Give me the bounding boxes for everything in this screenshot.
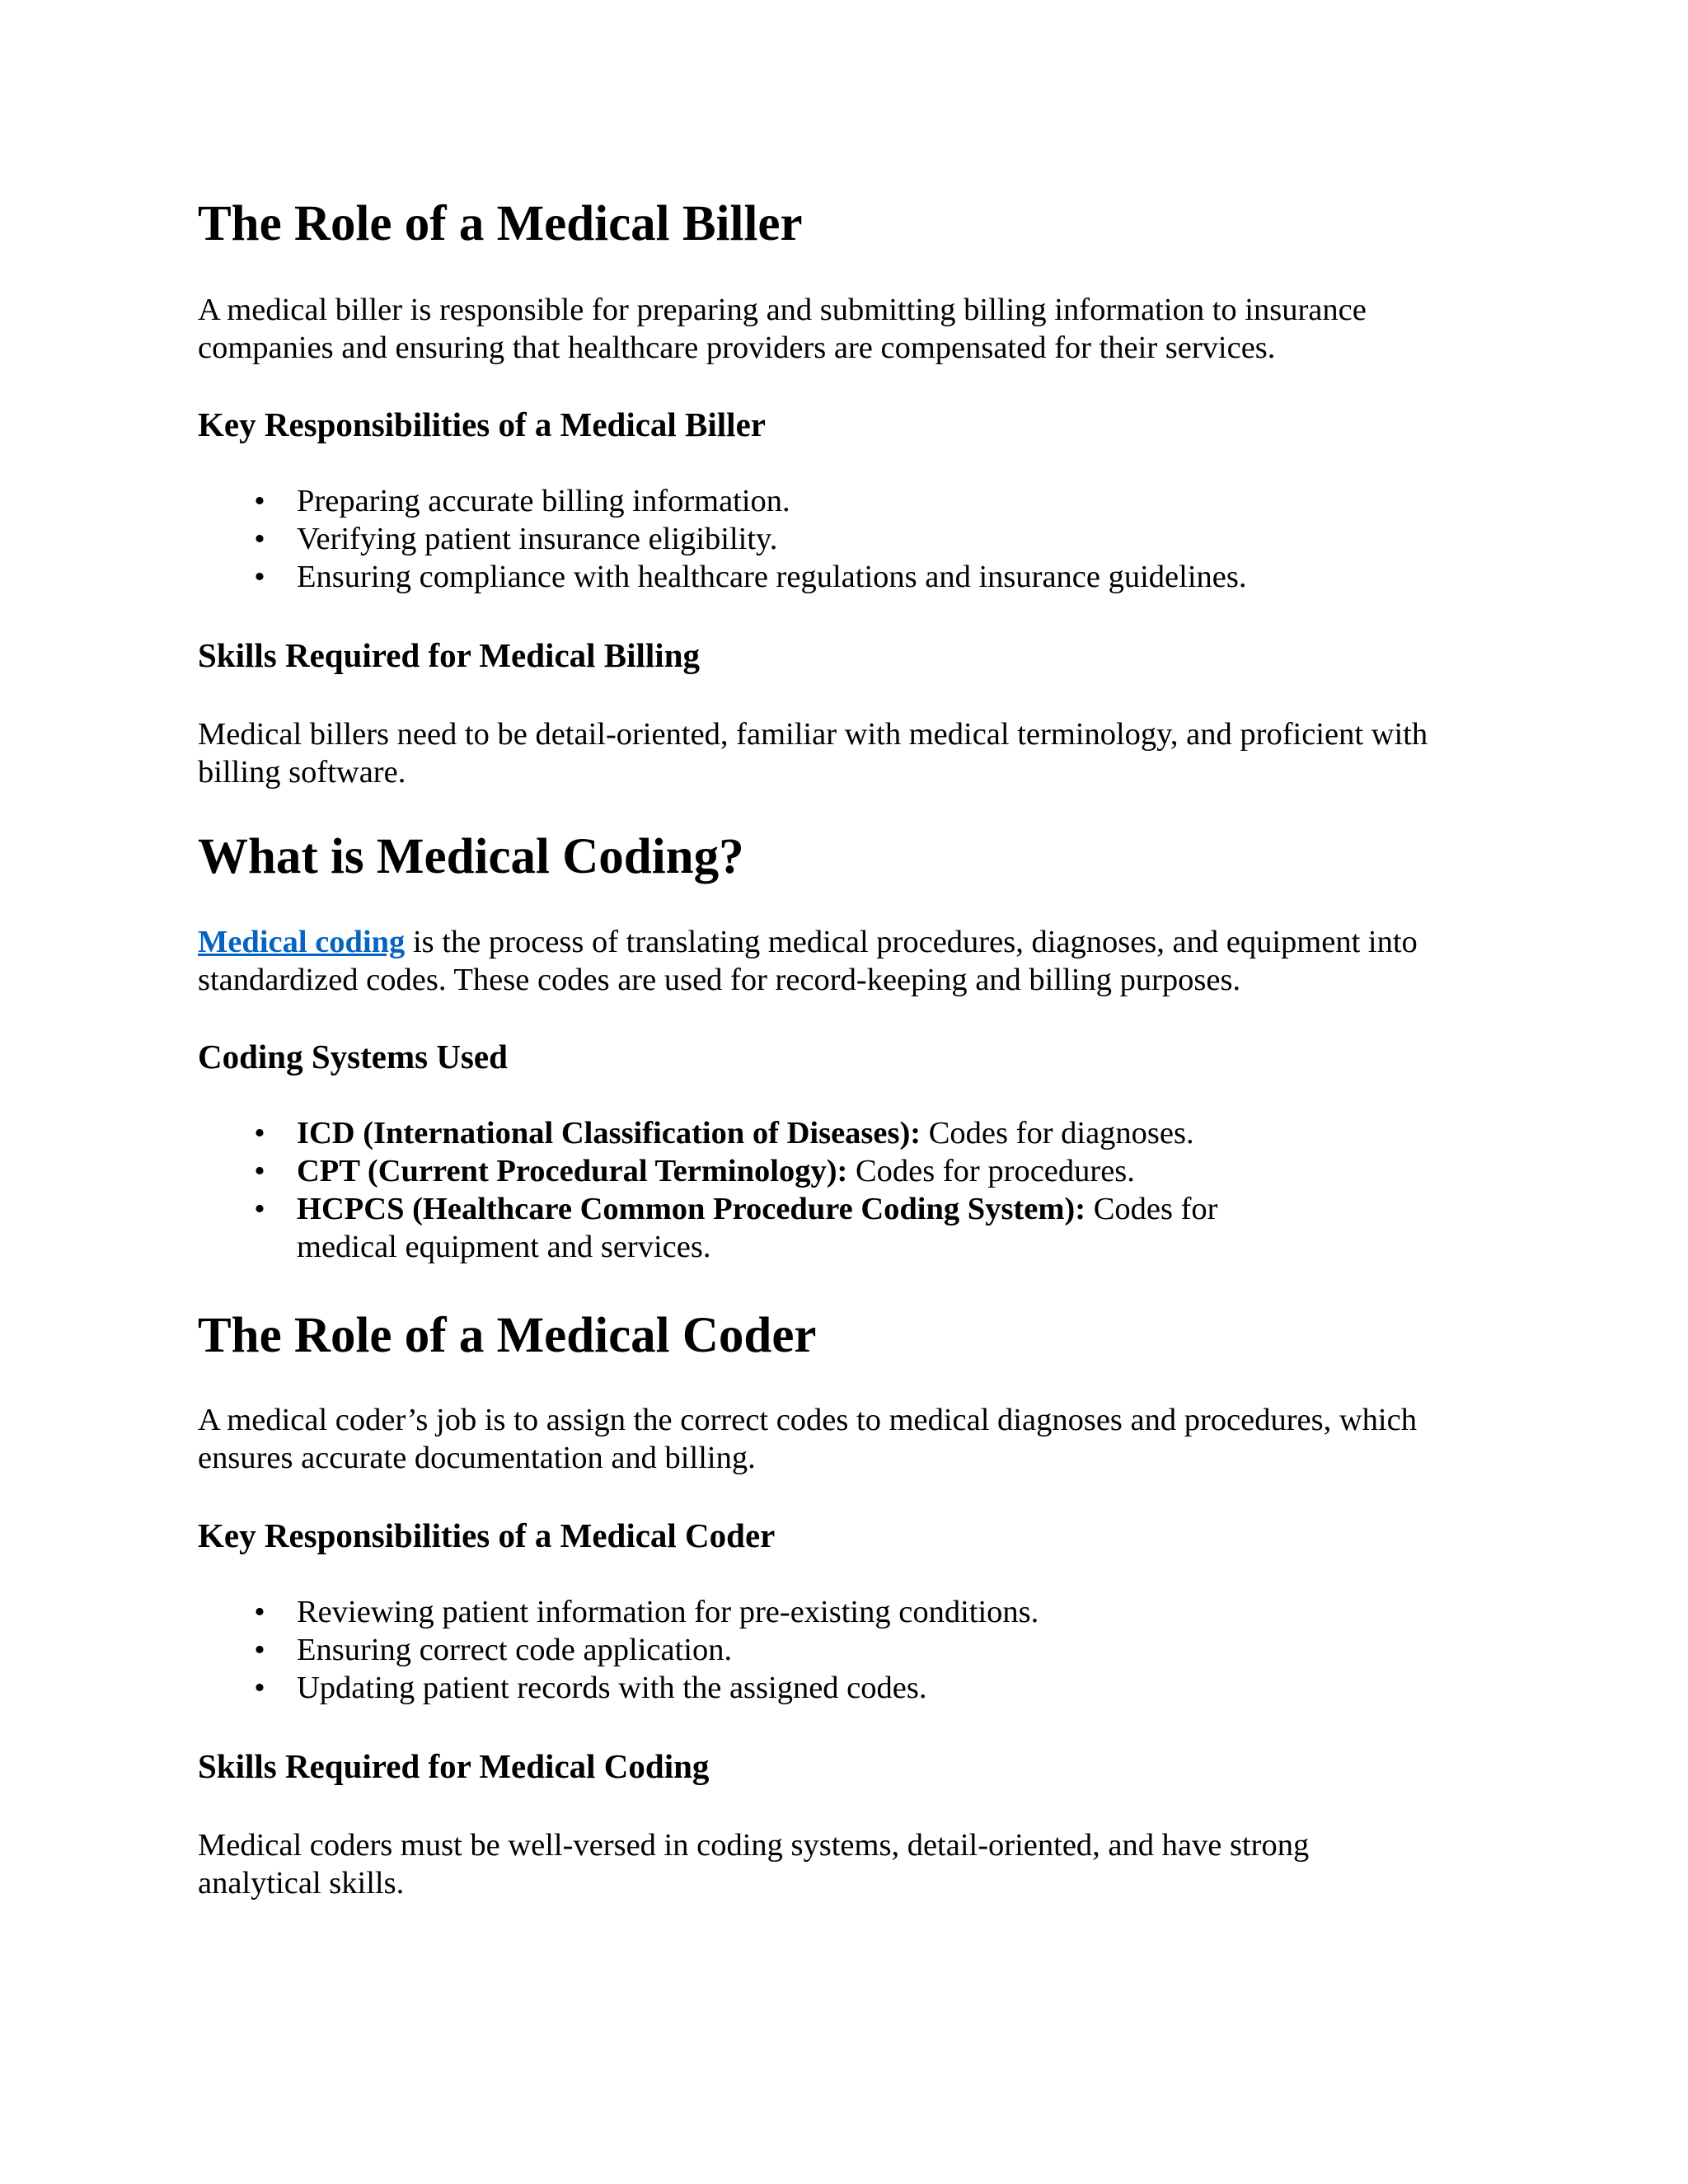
bullet-icon: • — [254, 1116, 265, 1151]
list-item: • Verifying patient insurance eligibility. — [198, 520, 1500, 558]
term-cpt: CPT (Current Procedural Terminology): — [297, 1154, 848, 1188]
heading-biller-skills: Skills Required for Medical Billing — [198, 636, 700, 674]
list-item: • Reviewing patient information for pre-existing conditions. — [198, 1593, 1500, 1631]
bullet-icon: • — [254, 560, 265, 594]
list-item: • Ensuring compliance with healthcare regulations and insurance guidelines. — [198, 558, 1500, 596]
heading-coder-skills: Skills Required for Medical Coding — [198, 1747, 710, 1785]
list-item: • ICD (International Classification of Diseases): Codes for diagnoses. — [198, 1114, 1500, 1152]
list-coder-responsibilities — [198, 1593, 1500, 1707]
list-item: • Ensuring correct code application. — [198, 1631, 1500, 1669]
term-hcpcs: HCPCS (Healthcare Common Procedure Coding System): — [297, 1192, 1086, 1226]
bullet-icon: • — [254, 1633, 265, 1667]
bullet-icon: • — [254, 522, 265, 556]
list-item: • Updating patient records with the assigned codes. — [198, 1669, 1500, 1707]
paragraph-biller-intro: A medical biller is responsible for preparing and submitting billing information to insurance companies and ensuring that healthcare providers are compensated for their services. — [198, 293, 1367, 365]
list-item: • CPT (Current Procedural Terminology): Codes for procedures. — [198, 1152, 1500, 1190]
bullet-icon: • — [254, 1595, 265, 1629]
bullet-icon: • — [254, 1154, 265, 1188]
heading-biller-role: The Role of a Medical Biller — [198, 196, 803, 251]
paragraph-biller-skills: Medical billers need to be detail-oriented, familiar with medical terminology, and proficient with billing software. — [198, 717, 1428, 790]
bullet-icon: • — [254, 1671, 265, 1705]
heading-coding-systems: Coding Systems Used — [198, 1038, 508, 1076]
bullet-icon: • — [254, 484, 265, 518]
paragraph-coder-intro: A medical coder’s job is to assign the correct codes to medical diagnoses and procedures, which ensures accurate documentation and billing. — [198, 1403, 1417, 1475]
list-item: • Preparing accurate billing information. — [198, 482, 1500, 520]
list-biller-responsibilities — [198, 482, 1500, 596]
list-item: • HCPCS (Healthcare Common Procedure Coding System): Codes for medical equipment and services. — [198, 1190, 1500, 1266]
paragraph-coder-skills: Medical coders must be well-versed in coding systems, detail-oriented, and have strong analytical skills. — [198, 1828, 1310, 1900]
bullet-icon: • — [254, 1192, 265, 1226]
heading-biller-responsibilities: Key Responsibilities of a Medical Biller — [198, 405, 766, 443]
heading-coder-responsibilities: Key Responsibilities of a Medical Coder — [198, 1516, 776, 1554]
heading-coder-role: The Role of a Medical Coder — [198, 1308, 817, 1363]
paragraph-coding-definition: Medical coding is the process of translating medical procedures, diagnoses, and equipment into standardized codes. These codes are used for record-keeping and billing purposes. — [198, 925, 1418, 997]
heading-what-is-coding: What is Medical Coding? — [198, 829, 744, 884]
term-icd: ICD (International Classification of Diseases): — [297, 1116, 921, 1151]
list-coding-systems — [198, 1114, 1500, 1266]
medical-coding-link[interactable]: Medical coding — [198, 925, 406, 959]
